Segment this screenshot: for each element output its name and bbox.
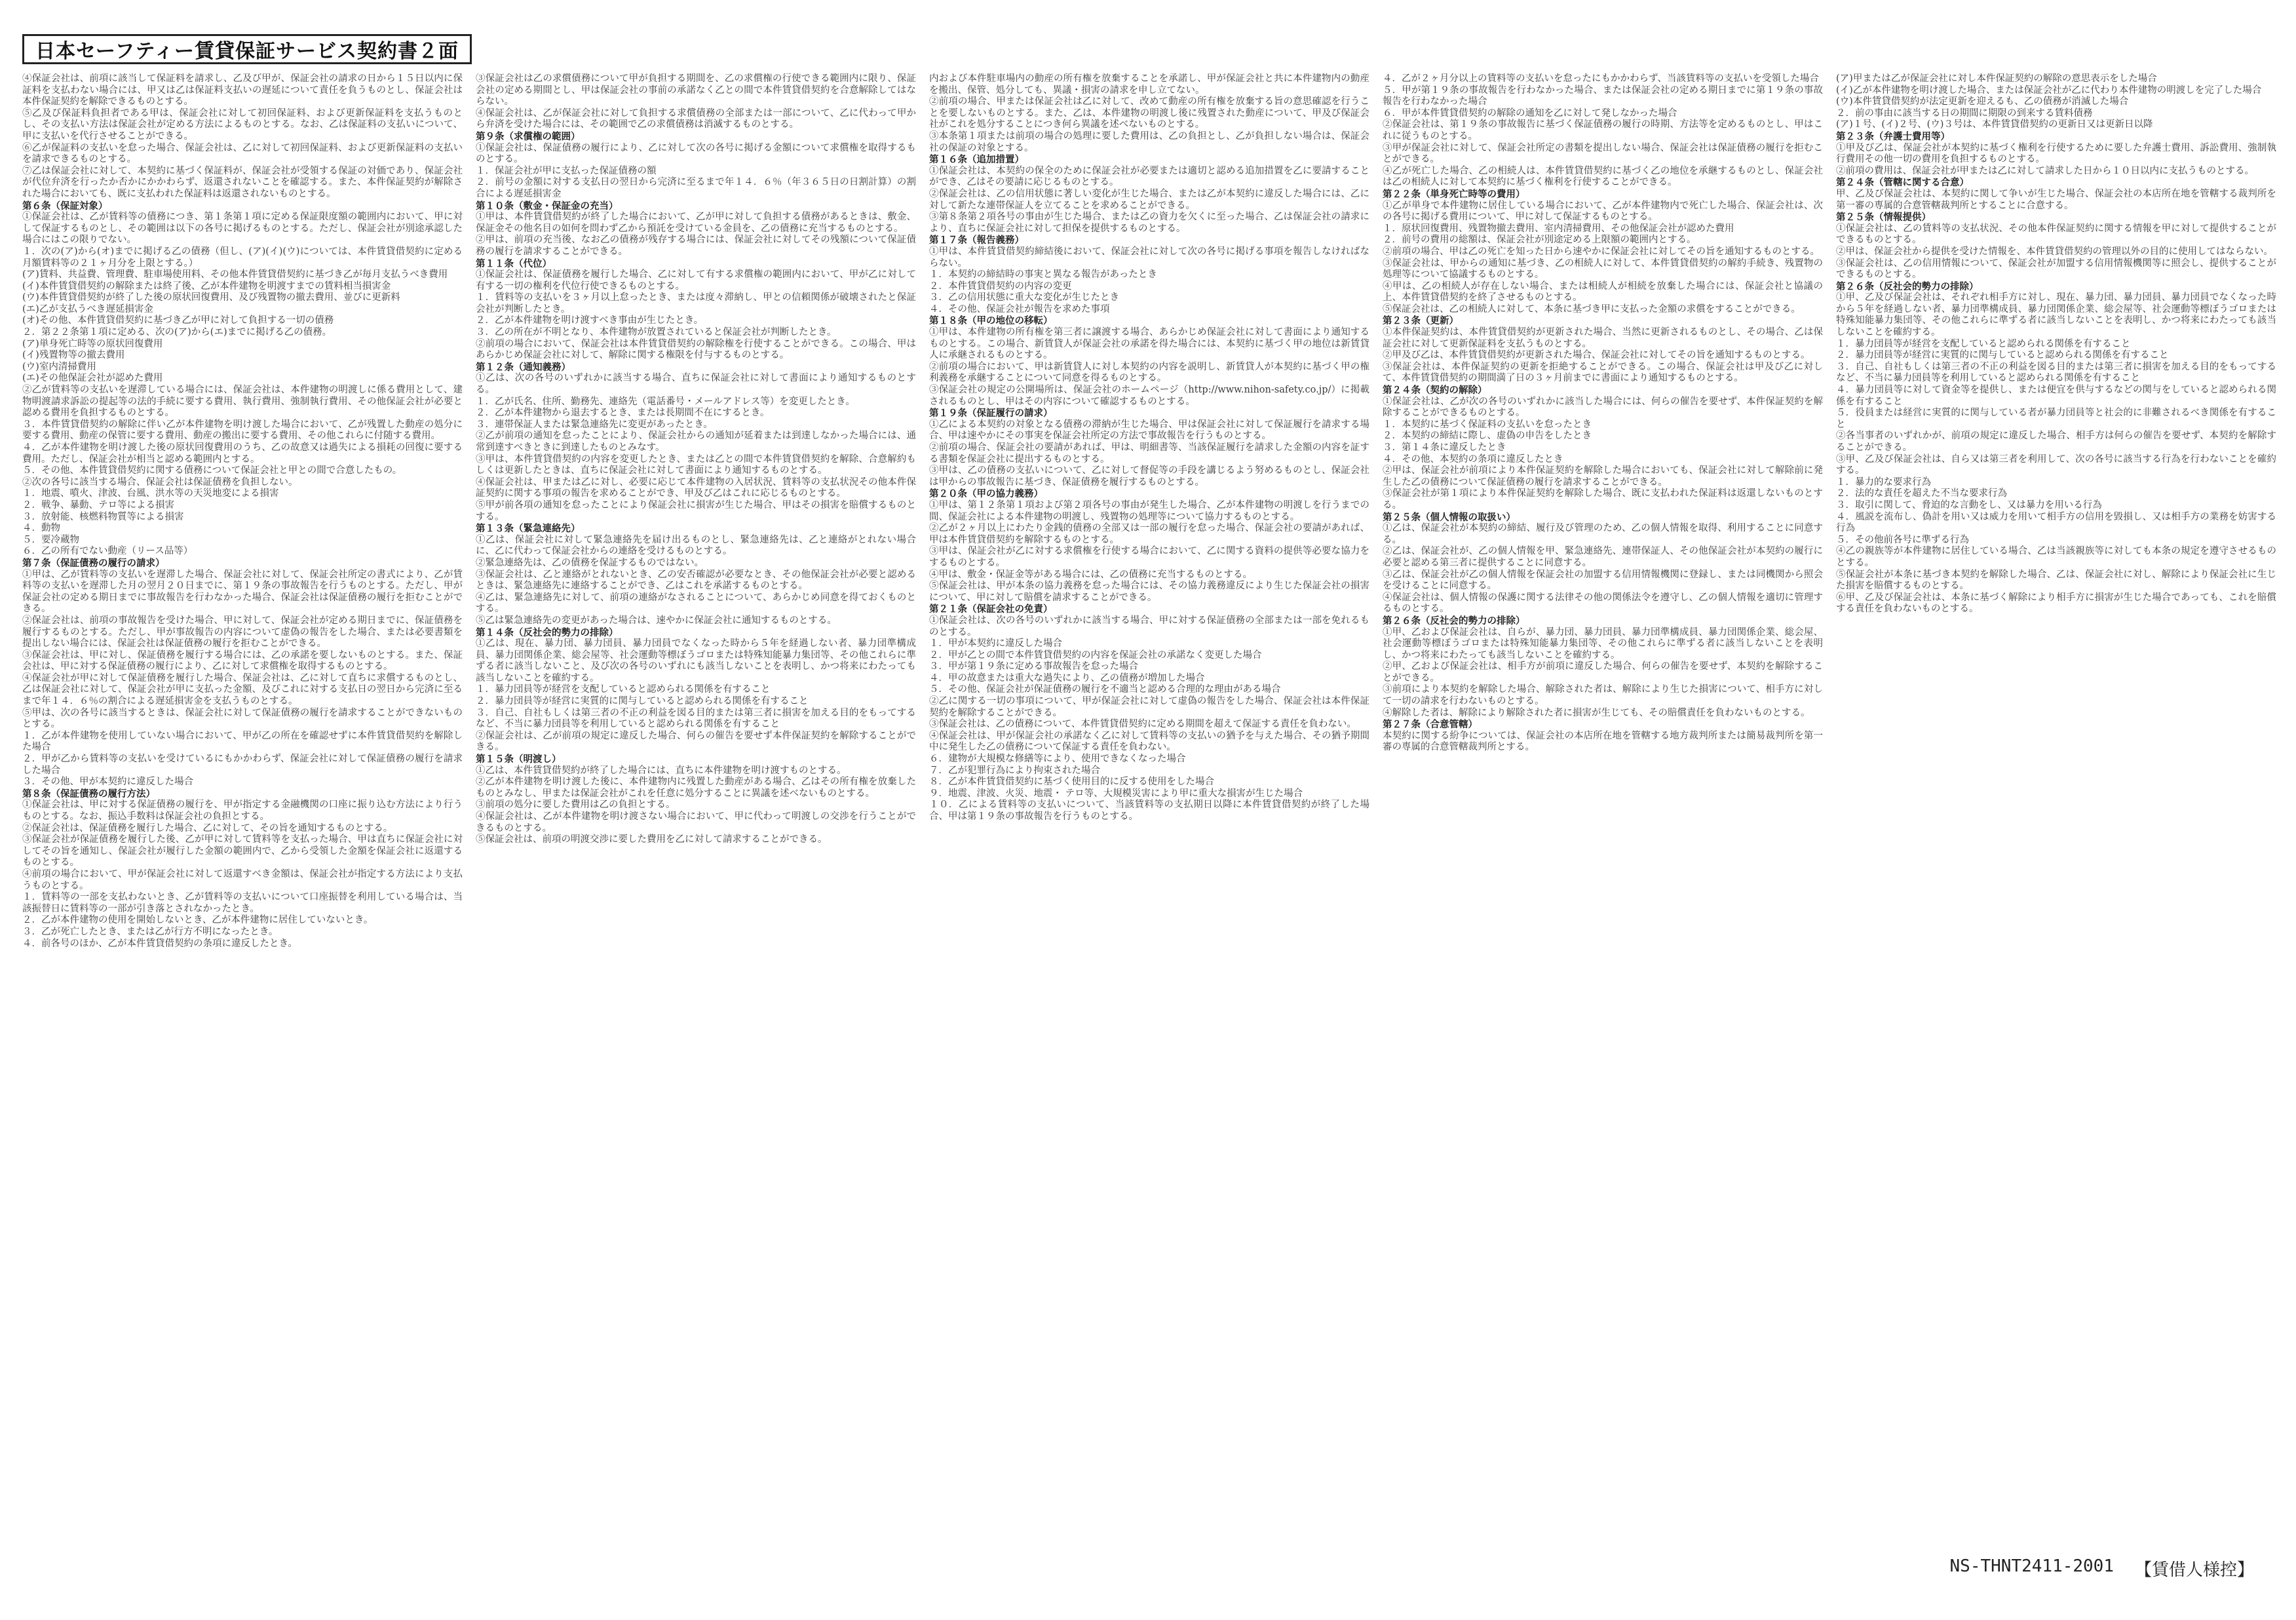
clause-text: ７．乙が犯罪行為により拘束された場合 [929,765,1100,776]
clause-text: ⑥乙が保証料の支払いを怠った場合、保証会社は、乙に対して初回保証料、および更新保証料の支払いを請求できるものとする。 [22,142,463,165]
clause-text: ③保証会社は、本件保証契約の更新を拒絶することができる。この場合、保証会社は甲及び乙に対して、本件賃貸借契約の期間満了日の３ヶ月前までに書面により通知するものとする。 [1383,361,1823,384]
clause-text: １．乙が氏名、住所、勤務先、連絡先（電話番号・メールアドレス等）を変更したとき。 [476,396,855,407]
article-heading: 第２２条（単身死亡時等の費用） [1383,188,1525,200]
article-heading: 第１５条（明渡し） [476,754,562,765]
clause-text: ①乙は、現在、暴力団、暴力団員、暴力団員でなくなった時から５年を経過しない者、暴力団準構成員、暴力団関係企業、総会屋等、社会運動等標ぼうゴロまたは特殊知能暴力集団等、その他これらに準ずる者に該当しないこと、及び次の各号のいずれにも該当しないことを表明し、かつ将来にわたっても該当しないことを確約する。 [476,638,916,684]
clause-text: ②甲及び乙は、本件賃貸借契約が更新された場合、保証会社に対してその旨を通知するものとする。 [1383,350,1810,361]
clause-text: ⑤保証会社は、甲が本条の協力義務を怠った場合には、その協力義務違反により生じた保証会社の損害について、甲に対して賠償を請求することができる。 [929,581,1369,603]
article-heading: 第２３条（更新） [1383,315,1459,327]
clause-text: ②乙に関する一切の事項について、甲が保証会社に対して虚偽の報告をした場合、保証会社は本件保証契約を解除することができる。 [929,696,1369,718]
clause-text: ⑦乙は保証会社に対して、本契約に基づく保証料が、保証会社が受領する保証の対価であり、保証会社が代位弁済を行ったか否かにかかわらず、返還されないことを確認する。また、本件保証契約が解除された場合においても、既に支払われた保証料は返還されないものとする。 [22,165,463,199]
clause-text: ２．第２２条第１項に定める、次の(ア)から(エ)までに掲げる乙の債務。 [22,327,332,338]
clause-text: １．本契約の締結時の事実と異なる報告があったとき [929,269,1157,280]
clause-text: ②前項の場合、甲は乙の死亡を知った日から速やかに保証会社に対してその旨を通知するものとする。 [1383,246,1820,257]
article-heading: 第１９条（保証履行の請求） [929,408,1053,419]
clause-text: ①甲は、本件建物の所有権を第三者に譲渡する場合、あらかじめ保証会社に対して書面により通知するものとする。この場合、新賃貸人が保証会社の承諾を得た場合には、本契約に基づく甲の地位は新賃貸人に承継されるものとする。 [929,327,1369,361]
clause-text: ２．乙が本件建物から退去するとき、または長期間不在にするとき。 [476,408,770,419]
article-heading: 第２６条（反社会的勢力の排除） [1383,615,1525,627]
clause-text: ３．取引に関して、脅迫的な言動をし、又は暴力を用いる行為 [1836,499,2102,511]
clause-text: ２．法的な責任を超えた不当な要求行為 [1836,488,2007,499]
clause-text: ③前項の処分に要した費用は乙の負担とする。 [476,800,676,811]
clause-text: ①保証会社は、乙が賃料等の債務につき、第１条第１項に定める保証限度額の範囲内において、甲に対して保証するものとし、その範囲は以下の各号に掲げるものとする。ただし、保証会社が別途承認した場合にはこの限りでない。 [22,212,463,246]
clause-text: ①保証会社は、本契約の保全のために保証会社が必要または適切と認める追加措置を乙に要請することができ、乙はその要請に応じるものとする。 [929,165,1369,188]
clause-text: ①保証会社は、保証債務の履行により、乙に対して次の各号に掲げる金額について求償権を取得するものとする。 [476,142,916,165]
article-heading: 第１０条（敷金・保証金の充当） [476,200,619,212]
clause-text: ３．乙の所在が不明となり、本件建物が放置されていると保証会社が判断したとき。 [476,327,837,338]
clause-text: (イ)残置物等の撤去費用 [22,350,125,361]
article-heading: 第１２条（通知義務） [476,361,571,373]
clause-text: ３．乙の信用状態に重大な変化が生じたとき [929,292,1119,303]
clause-text: ６．建物が大規模な修繕等により、使用できなくなった場合 [929,754,1186,765]
clause-text: ④乙の親族等が本件建物に居住している場合、乙は当該親族等に対しても本条の規定を遵守させるものとする。 [1836,546,2276,568]
clause-text: ③前項により本契約を解除した場合、解除された者は、解除により生じた損害について、相手方に対して一切の請求を行わないものとする。 [1383,684,1823,707]
clause-text: ⑤甲は、次の各号に該当するときは、保証会社に対して保証債務の履行を請求することができないものとする。 [22,707,463,730]
clause-text: ①保証会社は、甲に対する保証債務の履行を、甲が指定する金融機関の口座に振り込む方法により行うものとする。なお、振込手数料は保証会社の負担とする。 [22,800,463,822]
clause-text: １．甲が本契約に違反した場合 [929,638,1062,649]
clause-text: ４．動物 [22,523,60,534]
article-heading: 第２５条（情報提供） [1836,212,1931,223]
clause-text: ４．甲の故意または重大な過失により、乙の債務が増加した場合 [929,672,1205,684]
clause-text: ②乙が賃料等の支払いを遅滞している場合には、保証会社は、本件建物の明渡しに係る費用として、建物明渡請求訴訟の提起等の法的手続に要する費用、執行費用、強制執行費用、その他保証会社が必要と認める費用を負担するものとする。 [22,385,463,419]
clause-text: ①保証会社は、次の各号のいずれかに該当する場合、甲に対する保証債務の全部または一部を免れるものとする。 [929,615,1369,638]
clause-text: ②乙は、保証会社が、乙の個人情報を甲、緊急連絡先、連帯保証人、その他保証会社が本契約の履行に必要と認める第三者に提供することに同意する。 [1383,546,1823,568]
clause-text: ４．その他、保証会社が報告を求めた事項 [929,303,1110,315]
clause-text: ４．乙が２ヶ月分以上の賃料等の支払いを怠ったにもかかわらず、当該賃料等の支払いを受領した場合 [1383,73,1819,84]
clause-text: ３．自己、自社もしくは第三者の不正の利益を図る目的または第三者に損害を加える目的をもってするなど、不当に暴力団員等を利用していると認められる関係を有すること [1836,361,2276,384]
clause-text: (ウ)本件賃貸借契約が終了した後の原状回復費用、及び残置物の撤去費用、並びに更新料 [22,292,400,303]
clause-text: ③保証会社は、乙の債務について、本件賃貸借契約に定める期間を超えて保証する責任を負わない。 [929,719,1356,730]
document-title: 日本セーフティー賃貸保証サービス契約書２面 [22,34,472,64]
clause-text: ４．暴力団員等に対して資金等を提供し、または便宜を供与するなどの関与をしていると認められる関係を有すること [1836,385,2276,407]
clause-text: (イ)本件賃貸借契約の解除または終了後、乙が本件建物を明渡すまでの賃料相当損害金 [22,280,391,292]
clause-text: ③乙は、保証会社が乙の個人情報を保証会社の加盟する信用情報機関に登録し、または同機関から照会を受けることに同意する。 [1383,569,1823,592]
article-heading: 第７条（保証債務の履行の請求） [22,557,165,569]
clause-text: ①甲、乙および保証会社は、自らが、暴力団、暴力団員、暴力団準構成員、暴力団関係企業、総会屋、社会運動等標ぼうゴロまたは特殊知能暴力集団等、その他これらに準ずる者に該当しないことを表明し、かつ将来にわたっても該当しないことを確約する。 [1383,627,1823,661]
clause-text: ⑤保証会社が本条に基づき本契約を解除した場合、乙は、保証会社に対し、解除により保証会社に生じた損害を賠償するものとする。 [1836,569,2276,592]
clause-text: ②前項の場合、甲または保証会社は乙に対して、改めて動産の所有権を放棄する旨の意思確認を行うことを要しないものとする。また、乙は、本件建物の明渡し後に残置された動産について、甲及び保証会社がこれを処分することにつき何ら異議を述べないものとする。 [929,96,1369,130]
clause-text: ③第８条第２項各号の事由が生じた場合、または乙の資力を欠くに至った場合、乙は保証会社の請求により、直ちに保証会社に対して担保を提供するものとする。 [929,212,1369,234]
clause-text: ４．その他、本契約の条項に違反したとき [1383,453,1563,465]
clause-text: ８．乙が本件賃貸借契約に基づく使用目的に反する使用をした場合 [929,777,1214,788]
clause-text: (ウ)室内清掃費用 [22,361,96,372]
clause-text: ５．要冷蔵物 [22,534,79,545]
clause-text: ３．甲が第１９条に定める事故報告を怠った場合 [929,661,1138,672]
clause-text: ④保証会社は、乙が本件建物を明け渡さない場合において、甲に代わって明渡しの交渉を行うことができるものとする。 [476,811,916,834]
article-heading: 第１４条（反社会的勢力の排除） [476,627,619,638]
clause-text: ５．その他前各号に準ずる行為 [1836,534,1969,545]
clause-text: ①甲及び乙は、保証会社が本契約に基づく権利を行使するために要した弁護士費用、訴訟費用、強制執行費用その他一切の費用を負担するものとする。 [1836,142,2276,165]
form-code: NS-THNT2411-2001 [1949,1556,2114,1576]
article-heading: 第２０条（甲の協力義務） [929,488,1043,500]
article-heading: 第１６条（追加措置） [929,154,1024,166]
contract-body [22,73,2276,1592]
clause-text: ③保証会社の規定の公開場所は、保証会社のホームページ（http://www.nihon-safety.co.jp/）に掲載されるものとし、甲はその内容について確認するものとする。 [929,385,1369,407]
clause-text: ６．乙の所有でない動産（リース品等） [22,546,193,557]
copy-label: 【賃借人様控】 [2134,1560,2254,1580]
clause-text: ２．乙が本件建物を明け渡すべき事由が生じたとき。 [476,315,704,326]
clause-text: １．本契約に基づく保証料の支払いを怠ったとき [1383,419,1592,430]
clause-text: ２．暴力団員等が経営に実質的に関与していると認められる関係を有すること [1836,350,2169,361]
clause-text: ②保証会社は、乙が前項の規定に違反した場合、何らの催告を要せず本件保証契約を解除することができる。 [476,730,916,753]
clause-text: (ウ)本件賃貸借契約が法定更新を迎えるも、乙の債務が消滅した場合 [1836,96,2129,107]
clause-text: ③保証会社は、甲に対し、保証債務を履行する場合には、乙の承諾を要しないものとする。また、保証会社は、甲に対する保証債務の履行により、乙に対して求償権を取得するものとする。 [22,649,463,672]
clause-text: ③保証会社は、乙と連絡がとれないとき、乙の安否確認が必要なとき、その他保証会社が必要と認めるときは、緊急連絡先に連絡することができ、乙はこれを承諾するものとする。 [476,569,916,592]
clause-text: １．暴力的な要求行為 [1836,476,1931,488]
clause-text: １．次の(ア)から(オ)までに掲げる乙の債務（但し、(ア)(イ)(ウ)については、本件賃貸借契約に定める月額賃料等の２１ヶ月分を上限とする。） [22,246,463,269]
clause-text: １０．乙による賃料等の支払いについて、当該賃料等の支払期日以降に本件賃貸借契約が終了した場合、甲は第１９条の事故報告を行うものとする。 [929,800,1369,822]
clause-text: ①保証会社は、乙の賃料等の支払状況、その他本件保証契約に関する情報を甲に対して提供することができるものとする。 [1836,223,2276,246]
clause-text: ④乙が死亡した場合、乙の相続人は、本件賃貸借契約に基づく乙の地位を承継するものとし、保証会社は乙の相続人に対して本契約に基づく権利を行使することができる。 [1383,165,1823,188]
article-heading: 第２４条（管轄に関する合意） [1836,177,1969,189]
clause-text: ③甲は、保証会社が乙に対する求償権を行使する場合において、乙に関する資料の提供等必要な協力をするものとする。 [929,546,1369,568]
clause-text: ③甲が保証会社に対して、保証会社所定の書類を提出しない場合、保証会社は保証債務の履行を拒むことができる。 [1383,142,1823,165]
clause-text: ③保証会社は、乙の信用情報について、保証会社が加盟する信用情報機関等に照会し、提供することができるものとする。 [1836,258,2276,280]
clause-text: ２．戦争、暴動、テロ等による損害 [22,499,174,511]
clause-text: ①乙が単身で本件建物に居住している場合において、乙が本件建物内で死亡した場合、保証会社は、次の各号に掲げる費用について、甲に対して保証するものとする。 [1383,200,1823,223]
clause-text: ②各当事者のいずれかが、前項の規定に違反した場合、相手方は何らの催告を要せず、本契約を解除することができる。 [1836,431,2276,453]
clause-text: ①乙は、保証会社が本契約の締結、履行及び管理のため、乙の個人情報を取得、利用することに同意する。 [1383,523,1823,545]
clause-text: ③保証会社が第１項により本件保証契約を解除した場合、既に支払われた保証料は返還しないものとする。 [1383,488,1823,511]
article-heading: 第１３条（緊急連絡先） [476,523,581,535]
clause-text: ①甲、乙及び保証会社は、それぞれ相手方に対し、現在、暴力団、暴力団員、暴力団員でなくなった時から５年を経過しない者、暴力団準構成員、暴力団関係企業、総会屋等、社会運動等標ぼうゴロまたは特殊知能暴力集団等、その他これらに準ずる者に該当しないことを表明し、かつ将来にわたっても該当しないことを確約する。 [1836,292,2276,338]
clause-text: ⑤保証会社は、前項の明渡交渉に要した費用を乙に対して請求することができる。 [476,834,828,845]
clause-text: ④乙は、緊急連絡先に対して、前項の連絡がなされることについて、あらかじめ同意を得ておくものとする。 [476,592,916,615]
clause-text: ①甲は、本件賃貸借契約が終了した場合において、乙が甲に対して負担する債務があるときは、敷金、保証金その他名目の如何を問わず乙から預託を受けている金員を、乙の債務に充当するものとする。 [476,212,916,234]
clause-text: ②乙が２ヶ月以上にわたり金銭的債務の全部又は一部の履行を怠った場合、保証会社の要請があれば、甲は本件賃貸借契約を解除するものとする。 [929,523,1369,545]
clause-text: ３．自己、自社もしくは第三者の不正の利益を図る目的または第三者に損害を加える目的をもってするなど、不当に暴力団員等を利用していると認められる関係を有すること [476,707,916,730]
clause-text: ３．放射能、核燃料物質等による損害 [22,511,184,522]
text-column-4 [1383,73,1823,1592]
clause-text: ②甲は、保証会社が前項により本件保証契約を解除した場合においても、保証会社に対して解除前に発生した乙の債務について保証債務の履行を請求することができる。 [1383,465,1823,488]
clause-text: ２．乙が本件建物の使用を開始しないとき、乙が本件建物に居住していないとき。 [22,915,373,926]
clause-text: ②保証会社は、保証債務を履行した場合、乙に対して、その旨を通知するものとする。 [22,822,393,834]
clause-text: ③本条第１項または前項の場合の処理に要した費用は、乙の負担とし、乙が負担しない場合は、保証会社の保証の対象とする。 [929,130,1369,153]
clause-text: ①甲は、第１２条第１項および第２項各号の事由が発生した場合、乙が本件建物の明渡しを行うまでの間、保証会社による本件建物の明渡し、残置物の処理等について協力するものとする。 [929,499,1369,522]
clause-text: (ア)甲または乙が保証会社に対し本件保証契約の解除の意思表示をした場合 [1836,73,2157,84]
clause-text: ①保証会社は、保証債務を履行した場合、乙に対して有する求償権の範囲内において、甲が乙に対して有する一切の権利を代位行使できるものとする。 [476,269,916,292]
article-heading: 第２１条（保証会社の免責） [929,604,1053,615]
clause-text: (イ)乙が本件建物を明け渡した場合、または保証会社が乙に代わり本件建物の明渡しを完了した場合 [1836,85,2262,96]
article-heading: 第２５条（個人情報の取扱い） [1383,511,1516,523]
clause-text: ②保証会社は、乙の信用状態に著しい変化が生じた場合、または乙が本契約に違反した場合には、乙に対して新たな連帯保証人を立てることを求めることができる。 [929,188,1369,211]
clause-text: ⑤保証会社は、乙の相続人に対して、本条に基づき甲に支払った金額の求償をすることができる。 [1383,303,1801,315]
article-heading: 第１１条（代位） [476,258,552,269]
article-heading: 第１７条（報告義務） [929,235,1024,246]
text-column-1 [22,73,463,1592]
clause-text: ①乙は、保証会社に対して緊急連絡先を届け出るものとし、緊急連絡先は、乙と連絡がとれない場合に、乙に代わって保証会社からの連絡を受けるものとする。 [476,534,916,557]
clause-text: 甲、乙及び保証会社は、本契約に関して争いが生じた場合、保証会社の本店所在地を管轄する裁判所を第一審の専属的合意管轄裁判所とすることに合意する。 [1836,188,2276,211]
clause-text: ６．甲が本件賃貸借契約の解除の通知を乙に対して発しなかった場合 [1383,107,1677,119]
clause-text: ２．前号の費用の総額は、保証会社が別途定める上限額の範囲内とする。 [1383,235,1696,246]
article-heading: 第２３条（弁護士費用等） [1836,130,1950,142]
clause-text: ②乙が本件建物を明け渡した後に、本件建物内に残置した動産がある場合、乙はその所有権を放棄したものとみなし、甲または保証会社がこれを任意に処分することに異議を述べないものとする。 [476,777,916,799]
clause-text: １．賃料等の一部を支払わないとき、乙が賃料等の支払いについて口座振替を利用している場合は、当該振替日に賃料等の一部が引き落とされなかったとき。 [22,892,463,914]
clause-text: １．暴力団員等が経営を支配していると認められる関係を有すること [1836,338,2131,349]
clause-text: (エ)その他保証会社が認めた費用 [22,373,163,384]
clause-text: ②前項の費用は、保証会社が甲または乙に対して請求した日から１０日以内に支払うものとする。 [1836,165,2254,176]
clause-text: ２．本契約の締結に際し、虚偽の申告をしたとき [1383,431,1592,442]
clause-text: ①保証会社は、乙が次の各号のいずれかに該当した場合には、何らの催告を要せず、本件保証契約を解除することができるものとする。 [1383,396,1823,419]
clause-text: 本契約に関する紛争については、保証会社の本店所在地を管轄する地方裁判所または簡易裁判所を第一審の専属的合意管轄裁判所とする。 [1383,730,1823,753]
clause-text: ③保証会社は、甲からの通知に基づき、乙の相続人に対して、本件賃貸借契約の解約手続き、残置物の処理等について協議するものとする。 [1383,258,1823,280]
clause-text: ②甲、乙および保証会社は、相手方が前項に違反した場合、何らの催告を要せず、本契約を解除することができる。 [1383,661,1823,684]
clause-text: ③甲は、本件賃貸借契約の内容を変更したとき、または乙との間で本件賃貸借契約を解除、合意解約もしくは更新したときは、直ちに保証会社に対して書面により通知するものとする。 [476,453,916,476]
clause-text: ④保証会社は、個人情報の保護に関する法律その他の関係法令を遵守し、乙の個人情報を適切に管理するものとする。 [1383,592,1823,615]
clause-text: ②甲は、保証会社から提供を受けた情報を、本件賃貸借契約の管理以外の目的に使用してはならない。 [1836,246,2273,257]
clause-text: ４．乙が本件建物を明け渡した後の原状回復費用のうち、乙の故意又は過失による損耗の回復に要する費用。ただし、保証会社が相当と認める範囲内とする。 [22,442,463,465]
text-column-5 [1836,73,2276,1592]
article-heading: 第１８条（甲の地位の移転） [929,315,1053,327]
clause-text: ①乙は、本件賃貸借契約が終了した場合には、直ちに本件建物を明け渡すものとする。 [476,765,847,776]
clause-text: ②前項の場合、保証会社の要請があれば、甲は、明細書等、当該保証履行を請求した金額の内容を証する書類を保証会社に提出するものとする。 [929,442,1369,465]
clause-text: １．原状回復費用、残置物撤去費用、室内清掃費用、その他保証会社が認めた費用 [1383,223,1734,234]
clause-text: １．乙が本件建物を使用していない場合において、甲が乙の所在を確認せずに本件賃貸借契約を解除した場合 [22,730,463,753]
clause-text: ②甲は、前項の充当後、なお乙の債務が残存する場合には、保証会社に対してその残額について保証債務の履行を請求することができる。 [476,235,916,257]
clause-text: ①甲は、乙が賃料等の支払いを遅滞した場合、保証会社に対して、保証会社所定の書式により、乙が賃料等の支払いを遅滞した月の翌月２０日までに、第１９条の事故報告を行うものとする。ただし、甲が保証会社の定める期日までに事故報告を行わなかった場合、保証会社は保証債務の履行を拒むことができる。 [22,569,463,615]
clause-text: ③保証会社が保証債務を履行した後、乙が甲に対して賃料等を支払った場合、甲は直ちに保証会社に対してその旨を通知し、保証会社が履行した金額の範囲内で、乙から受領した金額を保証会社に返還するものとする。 [22,834,463,868]
clause-text: (エ)乙が支払うべき遅延損害金 [22,303,153,315]
clause-text: １．保証会社が甲に支払った保証債務の額 [476,165,657,176]
article-heading: 第９条（求償権の範囲） [476,130,581,142]
clause-text: ②前項の場合において、保証会社は本件賃貸借契約の解除権を行使することができる。この場合、甲はあらかじめ保証会社に対して、解除に関する権限を付与するものとする。 [476,338,916,361]
clause-text: ④保証会社が甲に対して保証債務を履行した場合、保証会社は、乙に対して直ちに求償するものとし、乙は保証会社に対して、保証会社が甲に支払った金額、及びこれに対する支払日の翌日から完済に至るまで年１４．６％の割合による遅延損害金を支払うものとする。 [22,672,463,707]
text-column-3 [929,73,1369,1592]
clause-text: ③保証会社は乙の求償債務について甲が負担する期間を、乙の求償権の行使できる範囲内に限り、保証会社の定める期間とし、甲は保証会社の事前の承諾なく乙との間で本件賃貸借契約を合意解除してはならない。 [476,73,916,107]
clause-text: ②緊急連絡先は、乙の債務を保証するものではない。 [476,557,704,568]
clause-text: ⑤乙及び保証料負担者である甲は、保証会社に対して初回保証料、および更新保証料を支払うものとし、その支払い方法は保証会社が定める方法によるものとする。なお、乙は保証料の支払いについて、甲に支払いを代行させることができる。 [22,107,463,142]
clause-text: ①乙は、次の各号のいずれかに該当する場合、直ちに保証会社に対して書面により通知するものとする。 [476,373,916,396]
clause-text: ５．甲が第１９条の事故報告を行わなかった場合、または保証会社の定める期日までに第１９条の事故報告を行わなかった場合 [1383,85,1823,107]
clause-text: ①甲は、本件賃貸借契約締結後において、保証会社に対して次の各号に掲げる事項を報告しなければならない。 [929,246,1369,269]
article-heading: 第６条（保証対象） [22,200,108,212]
clause-text: ④保証会社は、前項に該当して保証料を請求し、乙及び甲が、保証会社の請求の日から１５日以内に保証料を支払わない場合には、甲又は乙は保証料支払いの遅延について責任を負うものとし、保証会社は本件保証契約を解除できるものとする。 [22,73,463,107]
clause-text: １．暴力団員等が経営を支配していると認められる関係を有すること [476,684,771,695]
clause-text: ５．役員または経営に実質的に関与している者が暴力団員等と社会的に非難されるべき関係を有すること [1836,408,2276,430]
clause-text: １．賃料等の支払いを３ヶ月以上怠ったとき、または度々滞納し、甲との信頼関係が破壊されたと保証会社が判断したとき。 [476,292,916,315]
clause-text: ２．暴力団員等が経営に実質的に関与していると認められる関係を有すること [476,696,809,707]
clause-text: ④前項の場合において、甲が保証会社に対して返還すべき金額は、保証会社が指定する方法により支払うものとする。 [22,868,463,891]
clause-text: ③甲は、乙の債務の支払いについて、乙に対して督促等の手段を講じるよう努めるものとし、保証会社は甲からの事故報告に基づき、保証債務を履行するものとする。 [929,465,1369,488]
clause-text: ３．第１４条に違反したとき [1383,442,1506,453]
article-heading: 第８条（保証債務の履行方法） [22,788,155,800]
article-heading: 第２６条（反社会的勢力の排除） [1836,280,1979,292]
clause-text: ①乙による本契約の対象となる債務の滞納が生じた場合、甲は保証会社に対して保証履行を請求する場合、甲は速やかにその事実を保証会社所定の方法で事故報告を行うものとする。 [929,419,1369,442]
clause-text: ⑤甲が前各項の通知を怠ったことにより保証会社に損害が生じた場合、甲はその損害を賠償するものとする。 [476,499,916,522]
clause-text: ④保証会社は、甲または乙に対し、必要に応じて本件建物の入居状況、賃料等の支払状況その他本件保証契約に関する事項の報告を求めることができ、甲及び乙はこれに応じるものとする。 [476,476,916,499]
clause-text: 内および本件駐車場内の動産の所有権を放棄することを承諾し、甲が保証会社と共に本件建物内の動産を搬出、保管、処分しても、異議・損害の請求を申し立てない。 [929,73,1369,96]
clause-text: ④甲は、乙の相続人が存在しない場合、または相続人が相続を放棄した場合には、保証会社と協議の上、本件賃貸借契約を終了させるものとする。 [1383,280,1823,303]
clause-text: (オ)その他、本件賃貸借契約に基づき乙が甲に対して負担する一切の債務 [22,315,334,326]
clause-text: ⑤乙は緊急連絡先の変更があった場合は、速やかに保証会社に通知するものとする。 [476,615,837,626]
clause-text: (ア)１号、(イ)２号、(ウ)３号は、本件賃貸借契約の更新日又は更新日以降 [1836,119,2153,130]
clause-text: ５．その他、本件賃貸借契約に関する債務について保証会社と甲との間で合意したもの。 [22,465,402,476]
clause-text: ③甲、乙及び保証会社は、自ら又は第三者を利用して、次の各号に該当する行為を行わないことを確約する。 [1836,453,2276,476]
clause-text: ３．その他、甲が本契約に違反した場合 [22,777,193,788]
text-column-2 [476,73,916,1592]
clause-text: ２．前号の金額に対する支払日の翌日から完済に至るまで年１４．６％（年３６５日の日割計算）の割合による遅延損害金 [476,177,916,199]
clause-text: ２．甲が乙との間で本件賃貸借契約の内容を保証会社の承諾なく変更した場合 [929,649,1262,661]
clause-text: (ア)賃料、共益費、管理費、駐車場使用料、その他本件賃貸借契約に基づき乙が毎月支払うべき費用 [22,269,448,280]
clause-text: ①本件保証契約は、本件賃貸借契約が更新された場合、当然に更新されるものとし、その場合、乙は保証会社に対して更新保証料を支払うものとする。 [1383,327,1823,349]
clause-text: ②保証会社は、前項の事故報告を受けた場合、甲に対して、保証会社が定める期日までに、保証債務を履行するものとする。ただし、甲が事故報告の内容について虚偽の報告をした場合、または必要書類を提出しない場合には、保証会社は保証債務の履行を拒むことができる。 [22,615,463,649]
clause-text: １．地震、噴火、津波、台風、洪水等の天災地変による損害 [22,488,279,499]
clause-text: ４．前各号のほか、乙が本件賃貸借契約の条項に違反したとき。 [22,938,297,949]
clause-text: ②保証会社は、第１９条の事故報告に基づく保証債務の履行の時期、方法等を定めるものとし、甲はこれに従うものとする。 [1383,119,1823,142]
document-footer [1950,1556,2254,1581]
clause-text: ３．本件賃貸借契約の解除に伴い乙が本件建物を明け渡した場合において、乙が残置した動産の処分に要する費用、動産の保管に要する費用、動産の搬出に要する費用、その他これらに付随する費用。 [22,419,463,442]
clause-text: ⑥甲、乙及び保証会社は、本条に基づく解除により相手方に損害が生じた場合であっても、これを賠償する責任を負わないものとする。 [1836,592,2276,615]
clause-text: ④解除した者は、解除により解除された者に損害が生じても、その賠償責任を負わないものとする。 [1383,707,1810,718]
clause-text: ５．その他、保証会社が保証債務の履行を不適当と認める合理的な理由がある場合 [929,684,1281,695]
clause-text: ④保証会社は、乙が保証会社に対して負担する求償債務の全部または一部について、乙に代わって甲から弁済を受けた場合には、その範囲で乙の求償債務は消滅するものとする。 [476,107,916,130]
clause-text: ３．乙が死亡したとき、または乙が行方不明になったとき。 [22,926,278,937]
article-heading: 第２４条（契約の解除） [1383,385,1487,396]
clause-text: ２．前の事由に該当する日の期間に期限の到来する賃料債務 [1836,107,2093,119]
clause-text: ④保証会社は、甲が保証会社の承諾なく乙に対して賃料等の支払いの猶予を与えた場合、その猶予期間中に発生した乙の債務について保証する責任を負わない。 [929,730,1369,753]
clause-text: ②前項の場合において、甲は新賃貸人に対し本契約の内容を説明し、新賃貸人が本契約に基づく甲の権利義務を承継することについて同意を得るものとする。 [929,361,1369,384]
clause-text: ②乙が前項の通知を怠ったことにより、保証会社からの通知が延着または到達しなかった場合には、通常到達すべきときに到達したものとみなす。 [476,431,916,453]
clause-text: ９．地震、津波、火災、地震・ テロ等、大規模災害により甲に重大な損害が生じた場合 [929,788,1303,799]
clause-text: (ア)単身死亡時等の原状回復費用 [22,338,163,349]
clause-text: ②次の各号に該当する場合、保証会社は保証債務を負担しない。 [22,476,298,488]
clause-text: ３．連帯保証人または緊急連絡先に変更があったとき。 [476,419,713,430]
clause-text: ④甲は、敷金・保証金等がある場合には、乙の債務に充当するものとする。 [929,569,1252,580]
clause-text: ２．本件賃貸借契約の内容の変更 [929,280,1072,292]
article-heading: 第２７条（合意管轄） [1383,719,1478,731]
clause-text: ２．甲が乙から賃料等の支払いを受けているにもかかわらず、保証会社に対して保証債務の履行を請求した場合 [22,754,463,776]
clause-text: ４．風説を流布し、偽計を用い又は威力を用いて相手方の信用を毀損し、又は相手方の業務を妨害する行為 [1836,511,2276,534]
